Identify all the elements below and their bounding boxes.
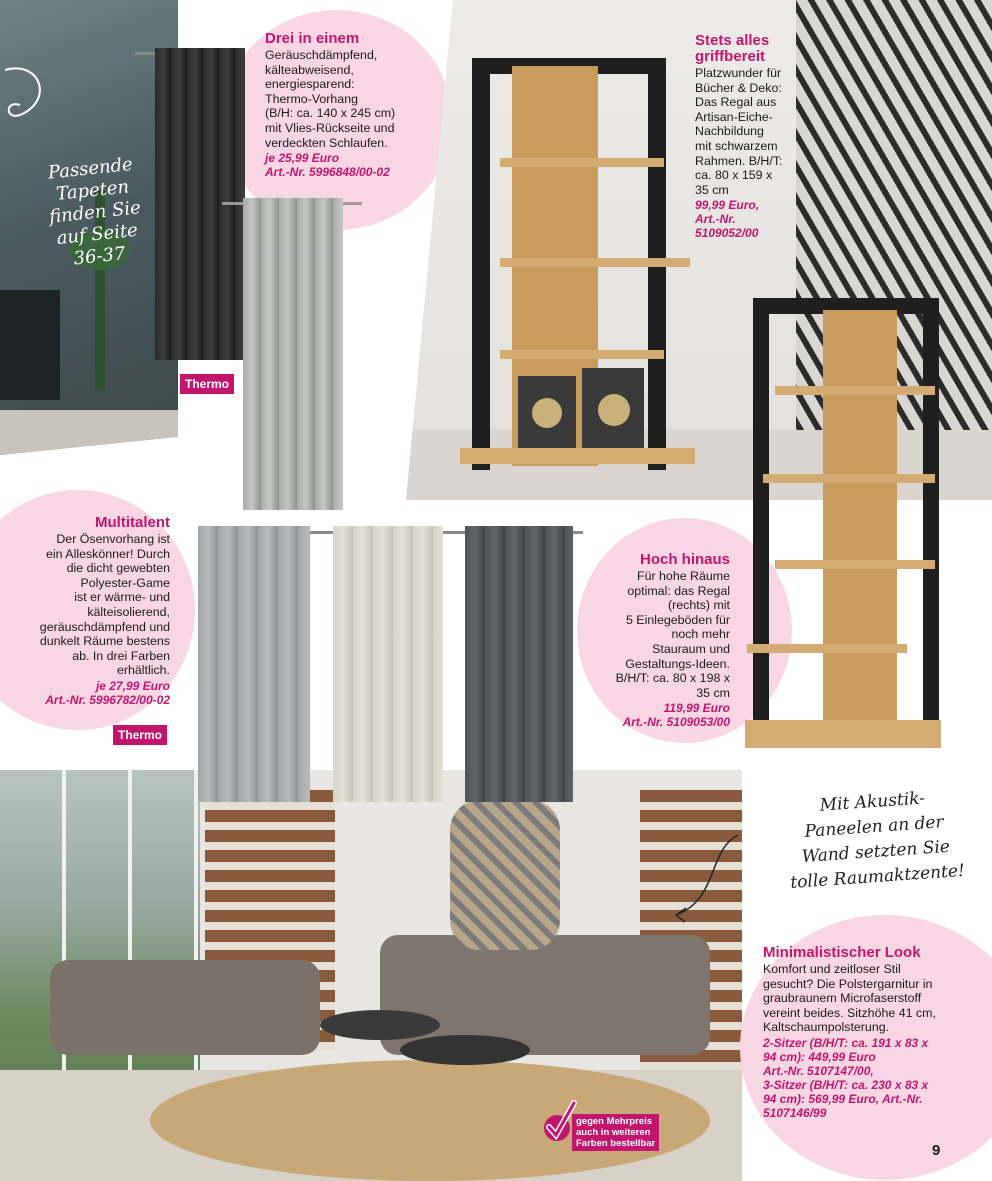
price-line: 94 cm): 569,99 Euro, Art.-Nr. [763, 1091, 923, 1106]
product-title: Multitalent [95, 514, 170, 531]
thermo-badge: Thermo [180, 374, 234, 394]
product-article-number: Art.-Nr. 5109053/00 [622, 715, 730, 730]
description-line: die dicht gewebten [66, 561, 170, 576]
price-line: 5107146/99 [763, 1105, 827, 1120]
product-description [265, 48, 445, 150]
product-description [590, 569, 730, 700]
product-description [20, 532, 170, 678]
note-line: Paneelen an der [803, 812, 945, 842]
article-line: Art.-Nr. [695, 212, 736, 227]
wallpaper-note-line: 36-37 [72, 243, 127, 270]
description-line: B/H/T: ca. 80 x 198 x [615, 671, 730, 686]
extra-colors-line: Farben bestellbar [576, 1138, 656, 1149]
description-line: Rahmen. B/H/T: [695, 153, 783, 168]
price-line: 94 cm): 449,99 Euro [763, 1049, 876, 1064]
price-line: Art.-Nr. 5107147/00, [763, 1063, 874, 1078]
product-title [695, 33, 795, 65]
product-article-number: Art.-Nr. 5996782/00-02 [45, 692, 170, 707]
title-line: griffbereit [695, 48, 766, 65]
wallpaper-note-line: Passende [47, 153, 134, 184]
product-article-number [695, 212, 795, 240]
description-line: Das Regal aus [695, 95, 777, 110]
description-line: Komfort und zeitloser Stil [763, 962, 901, 976]
description-line: ein Alleskönner! Durch [46, 546, 170, 561]
curved-arrow-icon [668, 830, 748, 930]
description-line: Nachbildung [695, 124, 764, 139]
description-line: Gestaltungs-Ideen. [625, 656, 730, 671]
product-title: Minimalistischer Look [763, 944, 921, 961]
description-line: Bücher & Deko: [695, 80, 782, 95]
curtain-eyelet-beige [333, 526, 443, 802]
extra-colors-line: gegen Mehrpreis [576, 1116, 653, 1127]
description-line: ab. In drei Farben [72, 648, 170, 663]
product-article-number: Art.-Nr. 5996848/00-02 [265, 165, 390, 180]
wallpaper-note-line: Tapeten [55, 176, 131, 205]
description-line: (rechts) mit [668, 598, 730, 613]
note-line: Mit Akustik- [819, 788, 926, 816]
product-text-shelf-small [695, 33, 795, 240]
page-number: 9 [932, 1142, 941, 1159]
description-line: verdeckten Schlaufen. [265, 135, 388, 150]
description-line: Artisan-Eiche- [695, 109, 773, 124]
product-price: 99,99 Euro, [695, 198, 760, 213]
description-line: Platzwunder für [695, 66, 782, 80]
product-text-eyelet-curtain [20, 515, 170, 707]
curtain-thermo-grey [243, 198, 343, 510]
curtain-eyelet-grey [198, 526, 310, 802]
description-line: erhältlich. [116, 663, 170, 678]
price-line: 2-Sitzer (B/H/T: ca. 191 x 83 x [763, 1035, 929, 1050]
description-line: ist er wärme- und [74, 590, 170, 605]
extra-colors-text [572, 1114, 659, 1151]
wallpaper-note-line: finden Sie [48, 197, 142, 228]
description-line: geräuschdämpfend und [39, 619, 170, 634]
description-line: kälteabweisend, [265, 62, 354, 77]
description-line: Geräuschdämpfend, [265, 48, 378, 62]
description-line: ca. 80 x 159 x [695, 168, 773, 183]
description-line: Stauraum und [652, 641, 730, 656]
description-line: kälteisolierend, [87, 604, 170, 619]
description-line: Für hohe Räume [637, 569, 730, 583]
description-line: 35 cm [696, 685, 730, 700]
acoustic-panel-note [772, 783, 978, 897]
wallpaper-note [15, 150, 176, 275]
description-line: dunkelt Räume bestens [39, 634, 170, 649]
product-price: je 27,99 Euro [95, 678, 170, 693]
product-title: Hoch hinaus [639, 551, 730, 568]
description-line: energiesparend: [265, 77, 355, 92]
description-line: (B/H: ca. 140 x 245 cm) [265, 106, 396, 121]
shelf-tall-frame [745, 298, 945, 750]
description-line: Polyester-Game [80, 575, 170, 590]
description-line: vereint beides. Sitzhöhe 41 cm, [763, 1005, 936, 1020]
description-line: graubraunem Microfaserstoff [763, 991, 922, 1006]
title-line: Stets alles [695, 32, 770, 49]
description-line: gesucht? Die Polstergarnitur in [763, 976, 933, 991]
product-title: Drei in einem [265, 30, 360, 47]
shelf-small-frame [472, 58, 680, 480]
product-price: je 25,99 Euro [265, 151, 340, 166]
note-line: tolle Raumaktzente! [789, 860, 966, 893]
description-line: 35 cm [695, 182, 729, 197]
description-line: mit Vlies-Rückseite und [265, 120, 395, 135]
description-line: noch mehr [671, 627, 730, 642]
wallpaper-note-line: auf Seite [55, 219, 139, 250]
product-description [695, 66, 795, 197]
description-line: Thermo-Vorhang [265, 91, 358, 106]
description-line: Kaltschaumpolsterung. [763, 1020, 890, 1035]
product-price: 119,99 Euro [663, 701, 730, 716]
product-text-sofa [763, 945, 963, 1120]
article-line: 5109052/00 [695, 226, 759, 241]
product-price [763, 1036, 963, 1120]
extra-colors-badge [542, 1100, 662, 1156]
product-text-thermo-curtain [265, 31, 445, 179]
description-line: optimal: das Regal [627, 583, 730, 598]
price-line: 3-Sitzer (B/H/T: ca. 230 x 83 x [763, 1077, 929, 1092]
extra-colors-line: auch in weiteren [576, 1127, 651, 1138]
curved-arrow-icon [0, 60, 60, 130]
product-text-shelf-tall [590, 552, 730, 729]
description-line: 5 Einlegeböden für [625, 612, 730, 627]
description-line: Der Ösenvorhang ist [56, 532, 170, 546]
product-description [763, 962, 963, 1035]
note-line: Wand setzten Sie [801, 836, 951, 868]
thermo-badge: Thermo [113, 725, 167, 745]
curtain-eyelet-anthracite [465, 526, 573, 802]
description-line: mit schwarzem [695, 138, 778, 153]
